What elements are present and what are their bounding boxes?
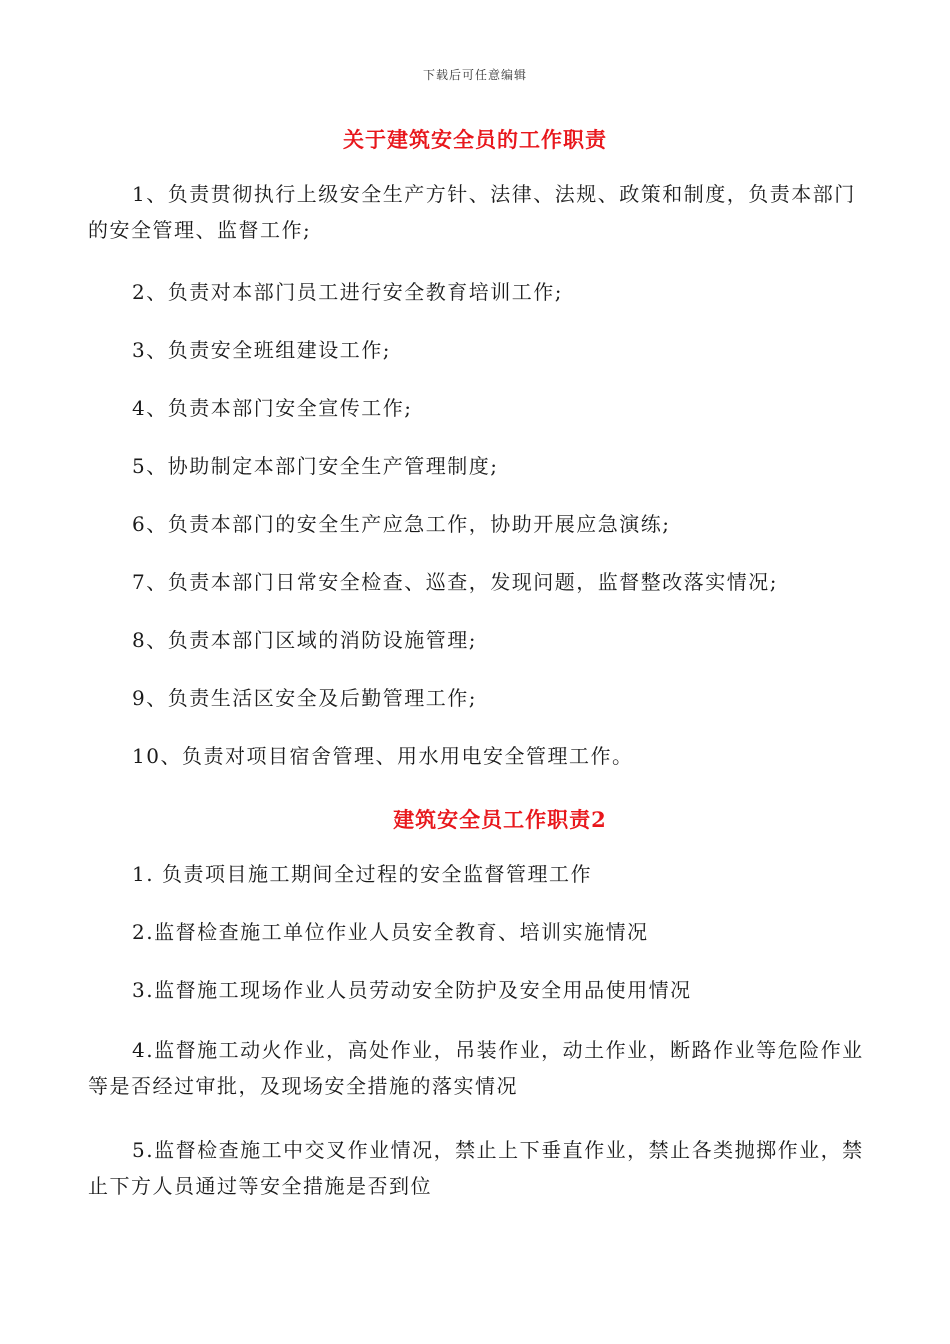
section-1-item-10: 10、负责对项目宿舍管理、用水用电安全管理工作。 <box>132 744 634 768</box>
page-header-note: 下载后可任意编辑 <box>422 68 527 82</box>
section-1-item-8: 8、负责本部门区域的消防设施管理; <box>132 628 477 652</box>
section-2-item-5: 5.监督检查施工中交叉作业情况，禁止上下垂直作业，禁止各类抛掷作业，禁止下方人员通过等安全措施是否到位 <box>88 1138 864 1198</box>
section-1-item-7: 7、负责本部门日常安全检查、巡查，发现问题，监督整改落实情况; <box>132 570 778 594</box>
section-2-item-1: 1. 负责项目施工期间全过程的安全监督管理工作 <box>132 862 592 886</box>
section-1-item-4: 4、负责本部门安全宣传工作; <box>132 396 413 420</box>
section-1-item-3: 3、负责安全班组建设工作; <box>132 338 391 362</box>
section-1-item-6: 6、负责本部门的安全生产应急工作，协助开展应急演练; <box>132 512 671 536</box>
section-1-item-5: 5、协助制定本部门安全生产管理制度; <box>132 454 499 478</box>
section-1-item-2: 2、负责对本部门员工进行安全教育培训工作; <box>132 280 563 304</box>
section-2-item-2: 2.监督检查施工单位作业人员安全教育、培训实施情况 <box>132 920 649 944</box>
section-2-title: 建筑安全员工作职责2 <box>393 807 607 832</box>
section-1-item-9: 9、负责生活区安全及后勤管理工作; <box>132 686 477 710</box>
section-2-item-3: 3.监督施工现场作业人员劳动安全防护及安全用品使用情况 <box>132 978 692 1002</box>
section-1-item-1: 1、负责贯彻执行上级安全生产方针、法律、法规、政策和制度，负责本部门的安全管理、监督工作; <box>88 182 856 242</box>
section-2-item-4: 4.监督施工动火作业，高处作业，吊装作业，动土作业，断路作业等危险作业等是否经过审批，及现场安全措施的落实情况 <box>88 1038 864 1098</box>
section-1-title: 关于建筑安全员的工作职责 <box>343 127 607 152</box>
